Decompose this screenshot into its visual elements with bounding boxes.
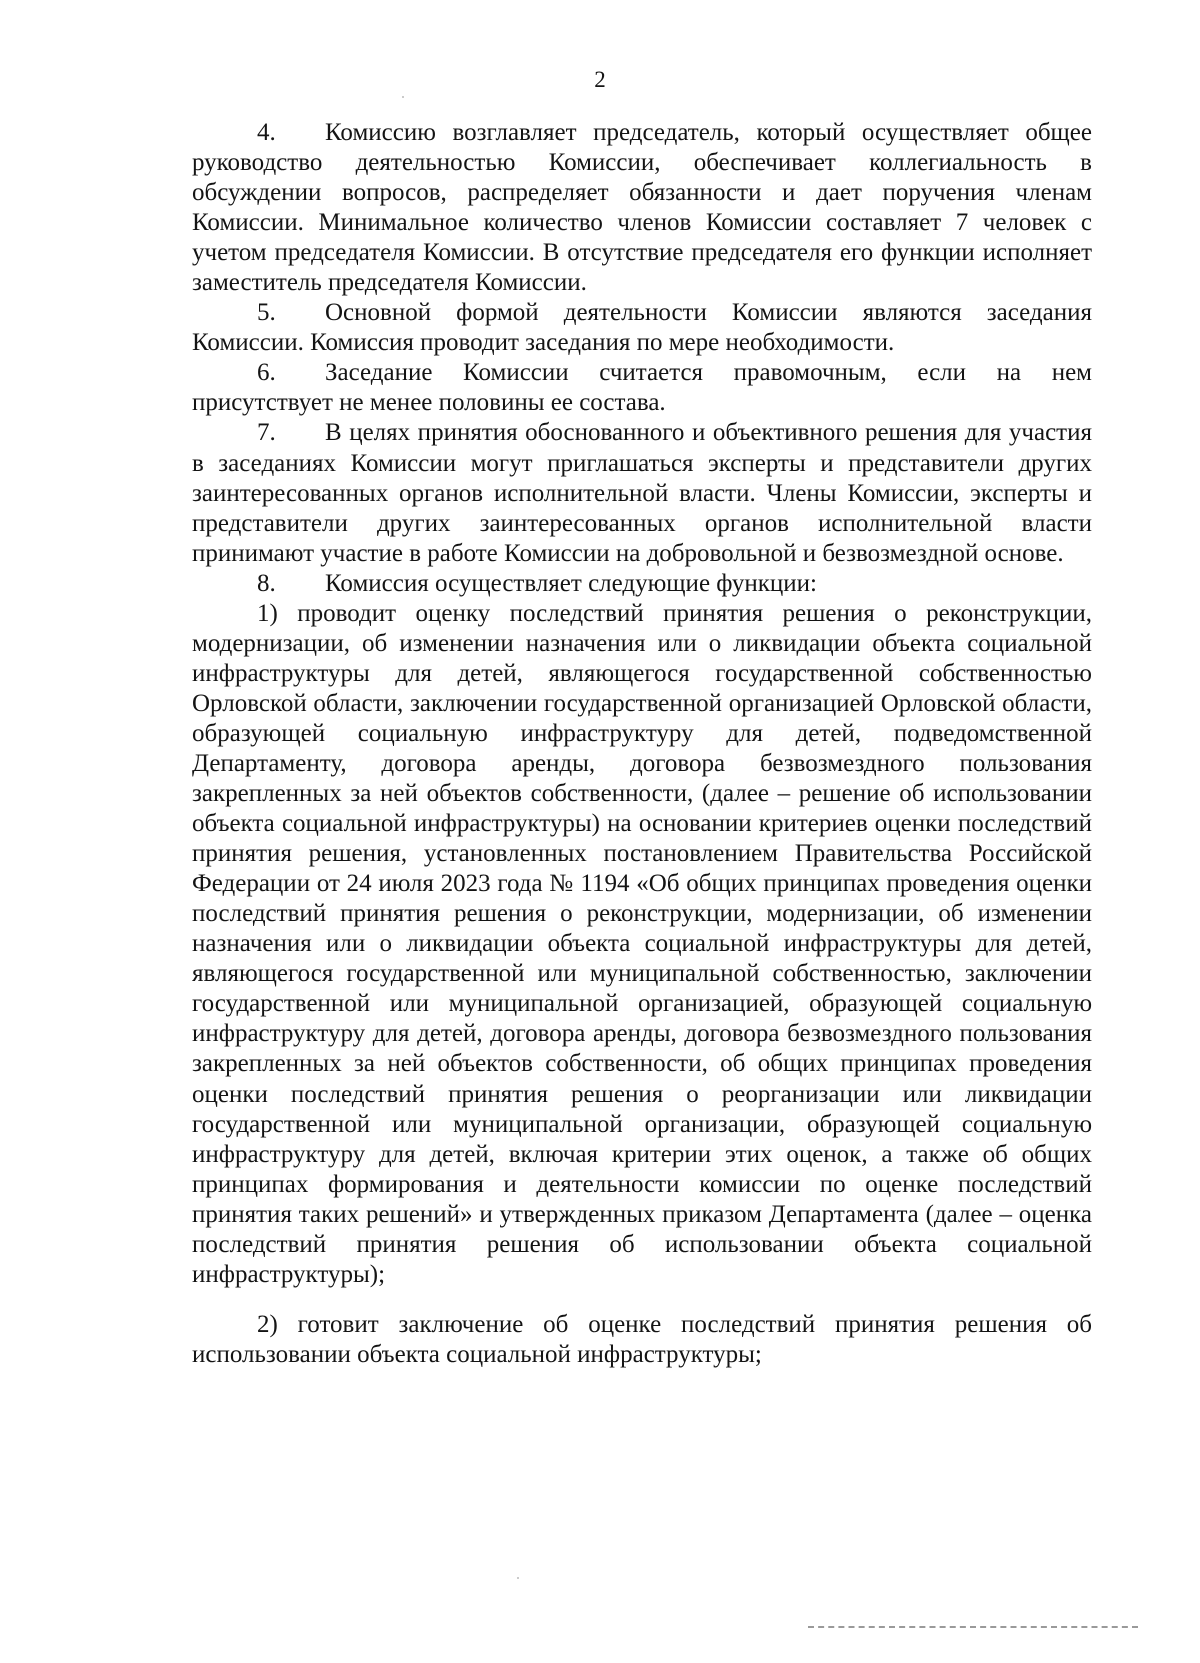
paragraph-6 — [192, 358, 1092, 418]
paragraph-number: 5. — [257, 299, 276, 327]
paragraph-number: 8. — [257, 569, 276, 597]
paragraph-text: В целях принятия обоснованного и объективного решения для участия в заседаниях Комиссии могут приглашаться эксперты и представители других заинтересованных органов исполнительной власти. Члены Комиссии, эксперты и представители других заинтересованных органов исполнительной власти принимают участие в работе Комиссии на добровольной и безвозмездной основе. — [192, 419, 1092, 567]
paragraph-text: Заседание Комиссии считается правомочным, если на нем присутствует не менее половины ее состава. — [192, 359, 1092, 417]
footer-rule — [808, 1626, 1138, 1628]
paragraph-8 — [192, 569, 1092, 599]
paragraph-text: Основной формой деятельности Комиссии являются заседания Комиссии. Комиссия проводит заседания по мере необходимости. — [192, 299, 1092, 357]
scan-speck — [402, 96, 404, 98]
paragraph-text: Комиссия осуществляет следующие функции: — [325, 569, 817, 597]
paragraph-7 — [192, 418, 1092, 568]
paragraph-number: 4. — [257, 119, 276, 146]
function-item-1: 1) проводит оценку последствий принятия решения о реконструкции, модернизации, об изменении назначения или о ликвидации объекта социальной инфраструктуры для детей, являющегося государственной собственностью Орловской области, заключении государственной организацией Орловской области, образующей социальную инфраструктуру для детей, подведомственной Департаменту, договора аренды, договора безвозмездного пользования закрепленных за ней объектов собственности, (далее – решение об использовании объекта социальной инфраструктуры) на основании критериев оценки последствий принятия решения, установленных постановлением Правительства Российской Федерации от 24 июля 2023 года № 1194 «Об общих принципах проведения оценки последствий принятия решения о реконструкции, модернизации, об изменении назначения или о ликвидации объекта социальной инфраструктуры для детей, являющегося государственной или муниципальной собственностью, заключении государственной или муниципальной организацией, образующей социальную инфраструктуру для детей, договора аренды, договора безвозмездного пользования закрепленных за ней объектов собственности, об общих принципах проведения оценки последствий принятия решения о реорганизации или ликвидации государственной или муниципальной организации, образующей социальную инфраструктуру для детей, включая критерии этих оценок, а также об общих принципах формирования и деятельности комиссии по оценке последствий принятия таких решений» и утвержденных приказом Департамента (далее – оценка последствий принятия решения об использовании объекта социальной инфраструктуры); — [192, 599, 1092, 1288]
function-item-2: 2) готовит заключение об оценке последствий принятия решения об использовании объекта социальной инфраструктуры; — [192, 1310, 1092, 1368]
scan-speck — [517, 1577, 519, 1579]
paragraph-text: Комиссию возглавляет председатель, который осуществляет общее руководство деятельностью Комиссии, обеспечивает коллегиальность в обсуждении вопросов, распределяет обязанности и дает поручения членам Комиссии. Минимальное количество членов Комиссии составляет 7 человек с учетом председателя Комиссии. В отсутствие председателя его функции исполняет заместитель председателя Комиссии. — [192, 119, 1092, 297]
paragraph-4 — [192, 118, 1092, 298]
paragraph-number: 6. — [257, 359, 276, 387]
paragraph-number: 7. — [257, 419, 276, 447]
page-number: 2 — [594, 67, 606, 92]
paragraph-5 — [192, 298, 1092, 358]
document-body — [192, 118, 1092, 1370]
